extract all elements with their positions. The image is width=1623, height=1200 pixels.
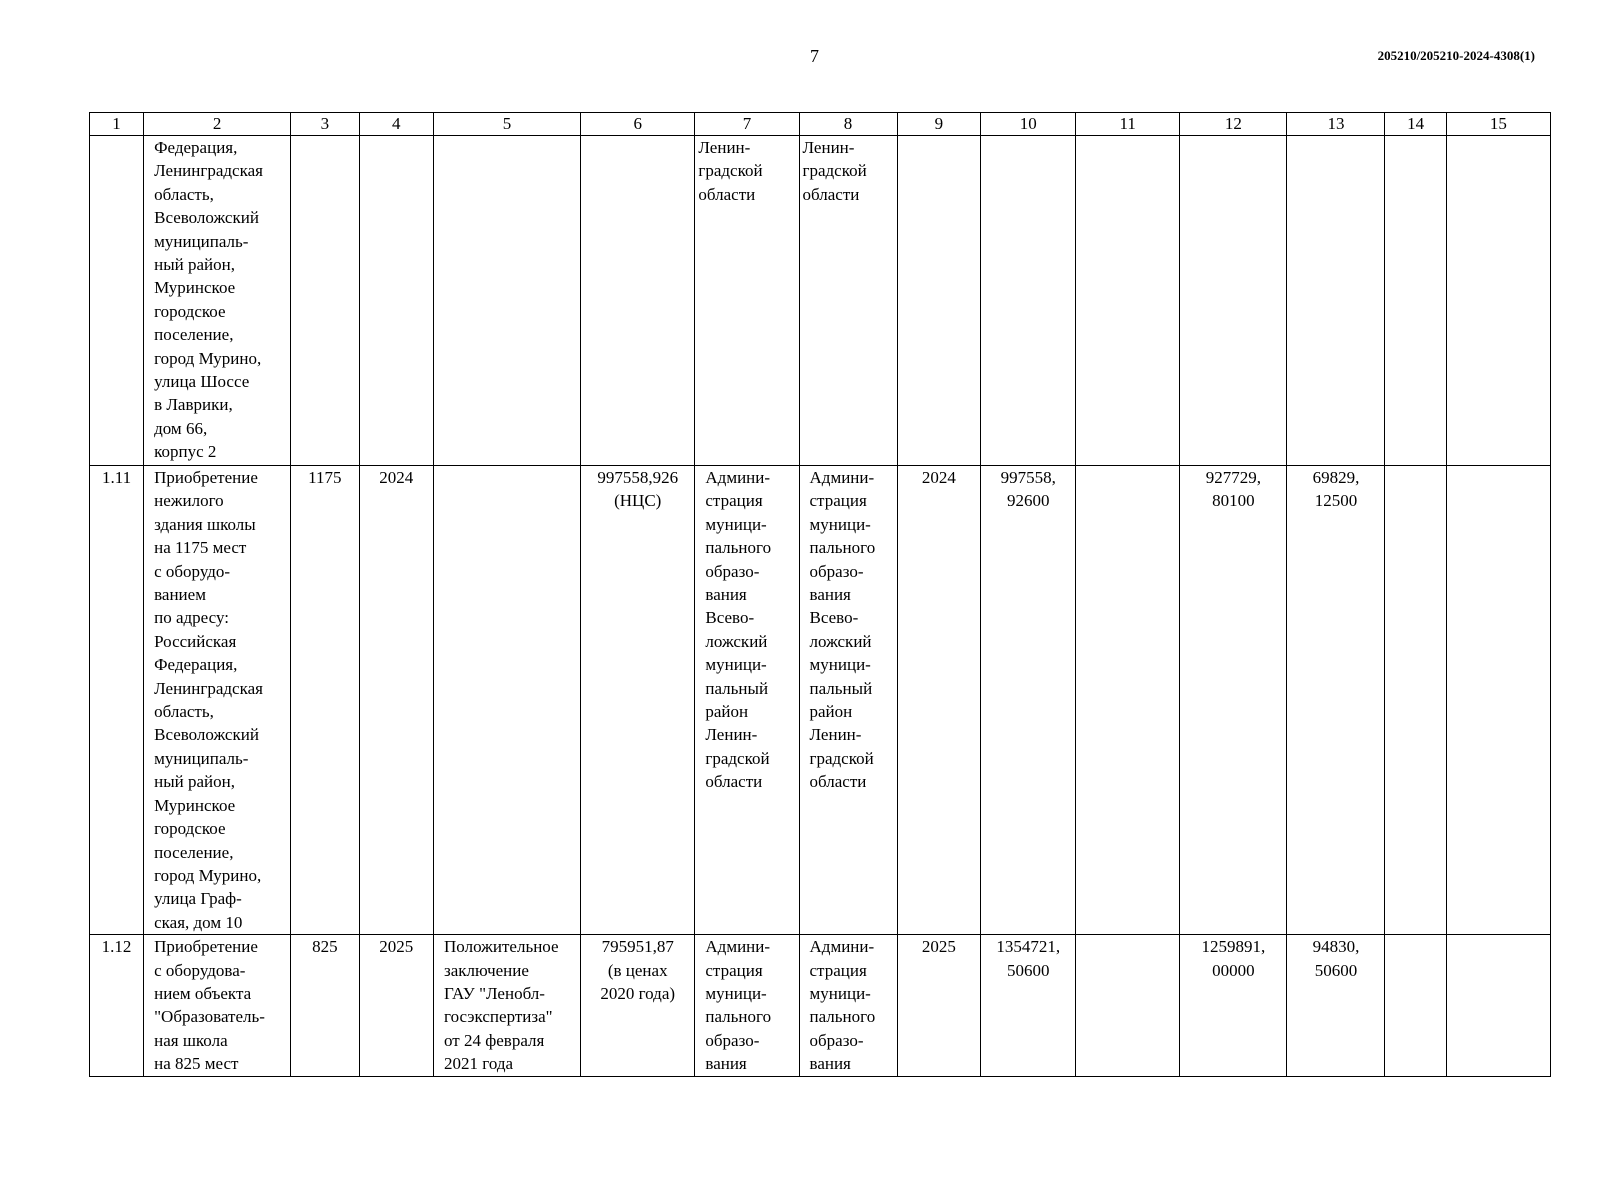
column-header: 6 <box>581 113 695 136</box>
total-cell <box>981 136 1076 466</box>
column-header: 5 <box>434 113 581 136</box>
column-header: 10 <box>981 113 1076 136</box>
column-header: 11 <box>1076 113 1180 136</box>
column-header: 1 <box>90 113 144 136</box>
period-cell: 2024 <box>897 466 981 935</box>
column-header: 8 <box>799 113 897 136</box>
row-number-cell: 1.12 <box>90 935 144 1076</box>
cost-cell: 997558,926 (НЦС) <box>581 466 695 935</box>
regional-cell: 94830, 50600 <box>1287 935 1385 1076</box>
object-name-cell: Приобретение с оборудова- нием объекта "Образователь- ная школа на 825 мест <box>144 935 291 1076</box>
developer-cell: Ленин- градской области <box>799 136 897 466</box>
total-cell: 997558, 92600 <box>981 466 1076 935</box>
col15-cell <box>1446 136 1550 466</box>
expertise-cell <box>434 136 581 466</box>
column-header: 14 <box>1385 113 1446 136</box>
col14-cell <box>1385 935 1446 1076</box>
cost-cell <box>581 136 695 466</box>
customer-cell: Админи- страция муници- пального образо- вания <box>695 935 799 1076</box>
capacity-cell <box>291 136 359 466</box>
capacity-cell: 825 <box>291 935 359 1076</box>
column-header: 2 <box>144 113 291 136</box>
document-code: 205210/205210-2024-4308(1) <box>1377 48 1535 63</box>
column-header: 15 <box>1446 113 1550 136</box>
federal-cell: 1259891, 00000 <box>1180 935 1287 1076</box>
col15-cell <box>1446 466 1550 935</box>
customer-cell: Ленин- градской области <box>695 136 799 466</box>
period-cell <box>897 136 981 466</box>
col14-cell <box>1385 136 1446 466</box>
regional-cell: 69829, 12500 <box>1287 466 1385 935</box>
data-table <box>89 112 1551 1077</box>
expertise-cell <box>434 466 581 935</box>
developer-cell: Админи- страция муници- пального образо- вания <box>799 935 897 1076</box>
year-cell: 2025 <box>359 935 434 1076</box>
col15-cell <box>1446 935 1550 1076</box>
col14-cell <box>1385 466 1446 935</box>
table-row <box>90 466 1551 935</box>
total-cell: 1354721, 50600 <box>981 935 1076 1076</box>
capacity-cell: 1175 <box>291 466 359 935</box>
col11-cell <box>1076 466 1180 935</box>
developer-cell: Админи- страция муници- пального образо- вания Всево- ложский муници- пальный район Ленин- градской области <box>799 466 897 935</box>
expertise-cell: Положительное заключение ГАУ "Ленобл- госэкспертиза" от 24 февраля 2021 года <box>434 935 581 1076</box>
federal-cell: 927729, 80100 <box>1180 466 1287 935</box>
column-header: 13 <box>1287 113 1385 136</box>
page-number: 7 <box>810 46 819 66</box>
col11-cell <box>1076 136 1180 466</box>
column-header: 4 <box>359 113 434 136</box>
column-header: 7 <box>695 113 799 136</box>
cost-cell: 795951,87 (в ценах 2020 года) <box>581 935 695 1076</box>
header-row <box>90 113 1551 136</box>
column-header: 12 <box>1180 113 1287 136</box>
table-row <box>90 935 1551 1076</box>
object-name-cell: Приобретение нежилого здания школы на 1175 мест с оборудо- ванием по адресу: Российская Федерация, Ленинградская область, Всеволожский муниципаль- ный район, Муринское городское поселение, город Мурино, улица Граф- ская, дом 10 <box>144 466 291 935</box>
row-number-cell <box>90 136 144 466</box>
col11-cell <box>1076 935 1180 1076</box>
customer-cell: Админи- страция муници- пального образо- вания Всево- ложский муници- пальный район Ленин- градской области <box>695 466 799 935</box>
table-row <box>90 136 1551 466</box>
federal-cell <box>1180 136 1287 466</box>
row-number-cell: 1.11 <box>90 466 144 935</box>
year-cell: 2024 <box>359 466 434 935</box>
year-cell <box>359 136 434 466</box>
column-header: 9 <box>897 113 981 136</box>
period-cell: 2025 <box>897 935 981 1076</box>
regional-cell <box>1287 136 1385 466</box>
column-header: 3 <box>291 113 359 136</box>
object-name-cell: Федерация, Ленинградская область, Всеволожский муниципаль- ный район, Муринское городское поселение, город Мурино, улица Шоссе в Лаврики, дом 66, корпус 2 <box>144 136 291 466</box>
